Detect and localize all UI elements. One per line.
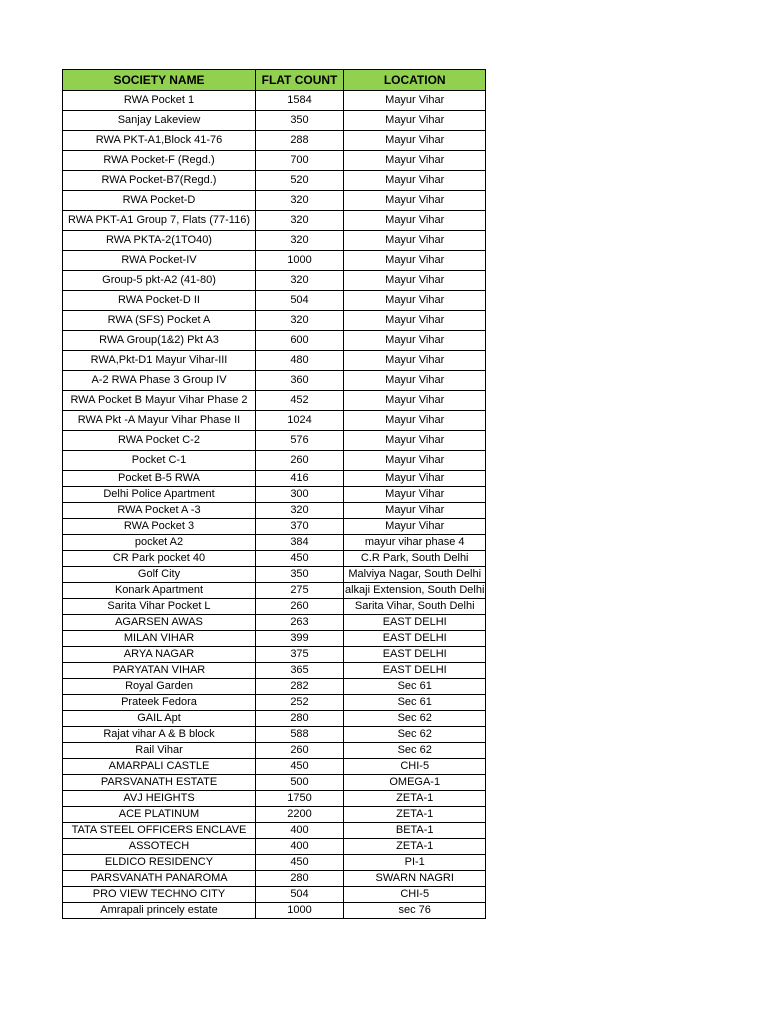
flat-count-cell[interactable]: 320 <box>256 311 344 331</box>
flat-count-cell[interactable]: 260 <box>256 451 344 471</box>
table-row <box>63 371 486 391</box>
flat-count-cell[interactable]: 384 <box>256 535 344 551</box>
society-name-cell[interactable]: RWA Pocket B Mayur Vihar Phase 2 <box>63 391 256 411</box>
table-row <box>63 679 486 695</box>
society-name-cell[interactable]: RWA Pocket 3 <box>63 519 256 535</box>
location-cell[interactable]: Mayur Vihar <box>344 251 486 271</box>
society-name-cell[interactable]: RWA Pocket-IV <box>63 251 256 271</box>
location-cell[interactable]: Mayur Vihar <box>344 503 486 519</box>
flat-count-cell[interactable]: 320 <box>256 231 344 251</box>
flat-count-cell[interactable]: 480 <box>256 351 344 371</box>
society-name-cell[interactable]: RWA Pocket-F (Regd.) <box>63 151 256 171</box>
society-name-cell[interactable]: AVJ HEIGHTS <box>63 791 256 807</box>
society-table <box>62 69 486 919</box>
society-name-cell[interactable]: Rail Vihar <box>63 743 256 759</box>
society-name-cell[interactable]: ELDICO RESIDENCY <box>63 855 256 871</box>
table-row <box>63 291 486 311</box>
location-cell[interactable]: Mayur Vihar <box>344 291 486 311</box>
society-name-cell[interactable]: PRO VIEW TECHNO CITY <box>63 887 256 903</box>
society-name-cell[interactable]: Amrapali princely estate <box>63 903 256 919</box>
flat-count-cell[interactable]: 1000 <box>256 251 344 271</box>
table-row <box>63 131 486 151</box>
flat-count-cell[interactable]: 600 <box>256 331 344 351</box>
location-cell[interactable]: CHI-5 <box>344 887 486 903</box>
table-row <box>63 151 486 171</box>
flat-count-cell[interactable]: 260 <box>256 599 344 615</box>
society-name-cell[interactable]: ARYA NAGAR <box>63 647 256 663</box>
society-name-cell[interactable]: PARYATAN VIHAR <box>63 663 256 679</box>
table-row <box>63 351 486 371</box>
flat-count-cell[interactable]: 275 <box>256 583 344 599</box>
location-cell[interactable]: Malviya Nagar, South Delhi <box>344 567 486 583</box>
flat-count-cell[interactable]: 288 <box>256 131 344 151</box>
location-cell[interactable]: Mayur Vihar <box>344 91 486 111</box>
flat-count-cell[interactable]: 504 <box>256 291 344 311</box>
location-cell[interactable]: Sarita Vihar, South Delhi <box>344 599 486 615</box>
table-row <box>63 759 486 775</box>
table-row <box>63 503 486 519</box>
flat-count-cell[interactable]: 252 <box>256 695 344 711</box>
society-name-cell[interactable]: RWA,Pkt-D1 Mayur Vihar-III <box>63 351 256 371</box>
flat-count-cell[interactable]: 282 <box>256 679 344 695</box>
society-name-cell[interactable]: Prateek Fedora <box>63 695 256 711</box>
table-row <box>63 663 486 679</box>
location-cell[interactable]: Mayur Vihar <box>344 411 486 431</box>
flat-count-cell[interactable]: 700 <box>256 151 344 171</box>
flat-count-cell[interactable]: 1024 <box>256 411 344 431</box>
flat-count-cell[interactable]: 375 <box>256 647 344 663</box>
location-cell[interactable]: Mayur Vihar <box>344 111 486 131</box>
location-cell[interactable]: CHI-5 <box>344 759 486 775</box>
table-row <box>63 231 486 251</box>
location-cell[interactable]: Mayur Vihar <box>344 431 486 451</box>
society-name-cell[interactable]: CR Park pocket 40 <box>63 551 256 567</box>
table-row <box>63 823 486 839</box>
flat-count-cell[interactable]: 504 <box>256 887 344 903</box>
table-row <box>63 271 486 291</box>
flat-count-cell[interactable]: 365 <box>256 663 344 679</box>
society-name-cell[interactable]: AGARSEN AWAS <box>63 615 256 631</box>
society-name-cell[interactable]: Konark Apartment <box>63 583 256 599</box>
society-name-cell[interactable]: RWA PKT-A1 Group 7, Flats (77-116) <box>63 211 256 231</box>
flat-count-cell[interactable]: 1750 <box>256 791 344 807</box>
society-name-cell[interactable]: RWA Pocket-D <box>63 191 256 211</box>
flat-count-cell[interactable]: 450 <box>256 551 344 567</box>
table-row <box>63 171 486 191</box>
society-name-cell[interactable]: Golf City <box>63 567 256 583</box>
location-cell[interactable]: BETA-1 <box>344 823 486 839</box>
table-row <box>63 251 486 271</box>
flat-count-cell[interactable]: 400 <box>256 823 344 839</box>
location-cell[interactable]: Sec 61 <box>344 679 486 695</box>
flat-count-cell[interactable]: 450 <box>256 759 344 775</box>
location-cell[interactable]: Sec 61 <box>344 695 486 711</box>
location-cell[interactable]: Mayur Vihar <box>344 519 486 535</box>
flat-count-cell[interactable]: 360 <box>256 371 344 391</box>
location-cell[interactable]: Mayur Vihar <box>344 371 486 391</box>
table-row <box>63 191 486 211</box>
society-name-cell[interactable]: RWA PKT-A1,Block 41-76 <box>63 131 256 151</box>
table-row <box>63 535 486 551</box>
table-row <box>63 727 486 743</box>
table-row <box>63 791 486 807</box>
society-name-cell[interactable]: Pocket B-5 RWA <box>63 471 256 487</box>
flat-count-cell[interactable]: 320 <box>256 191 344 211</box>
society-name-cell[interactable]: RWA Pocket C-2 <box>63 431 256 451</box>
society-name-cell[interactable]: Royal Garden <box>63 679 256 695</box>
table-row <box>63 567 486 583</box>
flat-count-cell[interactable]: 320 <box>256 271 344 291</box>
society-name-cell[interactable]: Sanjay Lakeview <box>63 111 256 131</box>
location-cell[interactable]: Sec 62 <box>344 711 486 727</box>
location-cell[interactable]: Mayur Vihar <box>344 211 486 231</box>
location-cell[interactable]: Mayur Vihar <box>344 171 486 191</box>
location-cell[interactable]: SWARN NAGRI <box>344 871 486 887</box>
flat-count-cell[interactable]: 416 <box>256 471 344 487</box>
flat-count-cell[interactable]: 370 <box>256 519 344 535</box>
location-cell[interactable]: Mayur Vihar <box>344 451 486 471</box>
society-name-cell[interactable]: RWA PKTA-2(1TO40) <box>63 231 256 251</box>
society-name-cell[interactable]: RWA Pocket A -3 <box>63 503 256 519</box>
location-cell[interactable]: Mayur Vihar <box>344 131 486 151</box>
location-cell[interactable]: ZETA-1 <box>344 807 486 823</box>
table-row <box>63 551 486 567</box>
society-name-cell[interactable]: A-2 RWA Phase 3 Group IV <box>63 371 256 391</box>
table-row <box>63 807 486 823</box>
table-row <box>63 887 486 903</box>
flat-count-cell[interactable]: 588 <box>256 727 344 743</box>
society-name-cell[interactable]: ASSOTECH <box>63 839 256 855</box>
table-row <box>63 471 486 487</box>
table-row <box>63 583 486 599</box>
table-row <box>63 519 486 535</box>
table-body <box>63 91 486 919</box>
table-row <box>63 599 486 615</box>
table-row <box>63 311 486 331</box>
flat-count-cell[interactable]: 2200 <box>256 807 344 823</box>
location-cell[interactable]: Sec 62 <box>344 743 486 759</box>
location-cell[interactable]: EAST DELHI <box>344 615 486 631</box>
location-cell[interactable]: Mayur Vihar <box>344 471 486 487</box>
flat-count-cell[interactable]: 1000 <box>256 903 344 919</box>
location-cell[interactable]: PI-1 <box>344 855 486 871</box>
society-name-cell[interactable]: PARSVANATH PANAROMA <box>63 871 256 887</box>
flat-count-cell[interactable]: 452 <box>256 391 344 411</box>
society-name-cell[interactable]: RWA Pocket-D II <box>63 291 256 311</box>
flat-count-cell[interactable]: 520 <box>256 171 344 191</box>
society-name-cell[interactable]: Rajat vihar A & B block <box>63 727 256 743</box>
society-name-cell[interactable]: RWA Group(1&2) Pkt A3 <box>63 331 256 351</box>
table-row <box>63 871 486 887</box>
society-name-cell[interactable]: RWA Pocket-B7(Regd.) <box>63 171 256 191</box>
table-row <box>63 695 486 711</box>
flat-count-cell[interactable]: 280 <box>256 871 344 887</box>
location-cell[interactable]: Mayur Vihar <box>344 351 486 371</box>
table-row <box>63 855 486 871</box>
table-row <box>63 775 486 791</box>
flat-count-cell[interactable]: 263 <box>256 615 344 631</box>
society-name-cell[interactable]: GAIL Apt <box>63 711 256 727</box>
society-name-cell[interactable]: ACE PLATINUM <box>63 807 256 823</box>
flat-count-cell[interactable]: 350 <box>256 111 344 131</box>
society-name-cell[interactable]: Delhi Police Apartment <box>63 487 256 503</box>
location-cell[interactable]: alkaji Extension, South Delhi <box>344 583 486 599</box>
society-name-cell[interactable]: Group-5 pkt-A2 (41-80) <box>63 271 256 291</box>
table-row <box>63 615 486 631</box>
location-cell[interactable]: ZETA-1 <box>344 791 486 807</box>
flat-count-cell[interactable]: 399 <box>256 631 344 647</box>
flat-count-cell[interactable]: 280 <box>256 711 344 727</box>
location-cell[interactable]: Mayur Vihar <box>344 231 486 251</box>
table-row <box>63 391 486 411</box>
flat-count-cell[interactable]: 260 <box>256 743 344 759</box>
location-cell[interactable]: Mayur Vihar <box>344 151 486 171</box>
table-row <box>63 331 486 351</box>
header-row <box>63 70 486 91</box>
location-cell[interactable]: EAST DELHI <box>344 631 486 647</box>
flat-count-cell[interactable]: 400 <box>256 839 344 855</box>
flat-count-cell[interactable]: 320 <box>256 503 344 519</box>
society-name-cell[interactable]: RWA Pkt -A Mayur Vihar Phase II <box>63 411 256 431</box>
flat-count-cell[interactable]: 350 <box>256 567 344 583</box>
society-name-cell[interactable]: pocket A2 <box>63 535 256 551</box>
table-row <box>63 487 486 503</box>
table-row <box>63 903 486 919</box>
table-row <box>63 111 486 131</box>
society-name-cell[interactable]: RWA (SFS) Pocket A <box>63 311 256 331</box>
table-row <box>63 711 486 727</box>
flat-count-cell[interactable]: 450 <box>256 855 344 871</box>
table-row <box>63 839 486 855</box>
table-row <box>63 211 486 231</box>
location-cell[interactable]: Mayur Vihar <box>344 391 486 411</box>
flat-count-cell[interactable]: 500 <box>256 775 344 791</box>
location-cell[interactable]: OMEGA-1 <box>344 775 486 791</box>
location-cell[interactable]: C.R Park, South Delhi <box>344 551 486 567</box>
society-name-cell[interactable]: AMARPALI CASTLE <box>63 759 256 775</box>
flat-count-cell[interactable]: 300 <box>256 487 344 503</box>
society-name-cell[interactable]: Pocket C-1 <box>63 451 256 471</box>
table-row <box>63 647 486 663</box>
header-society-name[interactable]: SOCIETY NAME <box>63 70 256 91</box>
location-cell[interactable]: Mayur Vihar <box>344 191 486 211</box>
table-row <box>63 411 486 431</box>
location-cell[interactable]: Mayur Vihar <box>344 311 486 331</box>
location-cell[interactable]: ZETA-1 <box>344 839 486 855</box>
table-row <box>63 431 486 451</box>
society-name-cell[interactable]: MILAN VIHAR <box>63 631 256 647</box>
location-cell[interactable]: Mayur Vihar <box>344 487 486 503</box>
flat-count-cell[interactable]: 576 <box>256 431 344 451</box>
location-cell[interactable]: EAST DELHI <box>344 647 486 663</box>
society-name-cell[interactable]: RWA Pocket 1 <box>63 91 256 111</box>
location-cell[interactable]: mayur vihar phase 4 <box>344 535 486 551</box>
location-cell[interactable]: Mayur Vihar <box>344 271 486 291</box>
header-flat-count[interactable]: FLAT COUNT <box>256 70 344 91</box>
location-cell[interactable]: EAST DELHI <box>344 663 486 679</box>
table-row <box>63 631 486 647</box>
header-location[interactable]: LOCATION <box>344 70 486 91</box>
society-name-cell[interactable]: TATA STEEL OFFICERS ENCLAVE <box>63 823 256 839</box>
table-row <box>63 743 486 759</box>
location-cell[interactable]: Sec 62 <box>344 727 486 743</box>
flat-count-cell[interactable]: 320 <box>256 211 344 231</box>
location-cell[interactable]: Mayur Vihar <box>344 331 486 351</box>
society-name-cell[interactable]: PARSVANATH ESTATE <box>63 775 256 791</box>
table-row <box>63 451 486 471</box>
flat-count-cell[interactable]: 1584 <box>256 91 344 111</box>
table-row <box>63 91 486 111</box>
society-name-cell[interactable]: Sarita Vihar Pocket L <box>63 599 256 615</box>
location-cell[interactable]: sec 76 <box>344 903 486 919</box>
